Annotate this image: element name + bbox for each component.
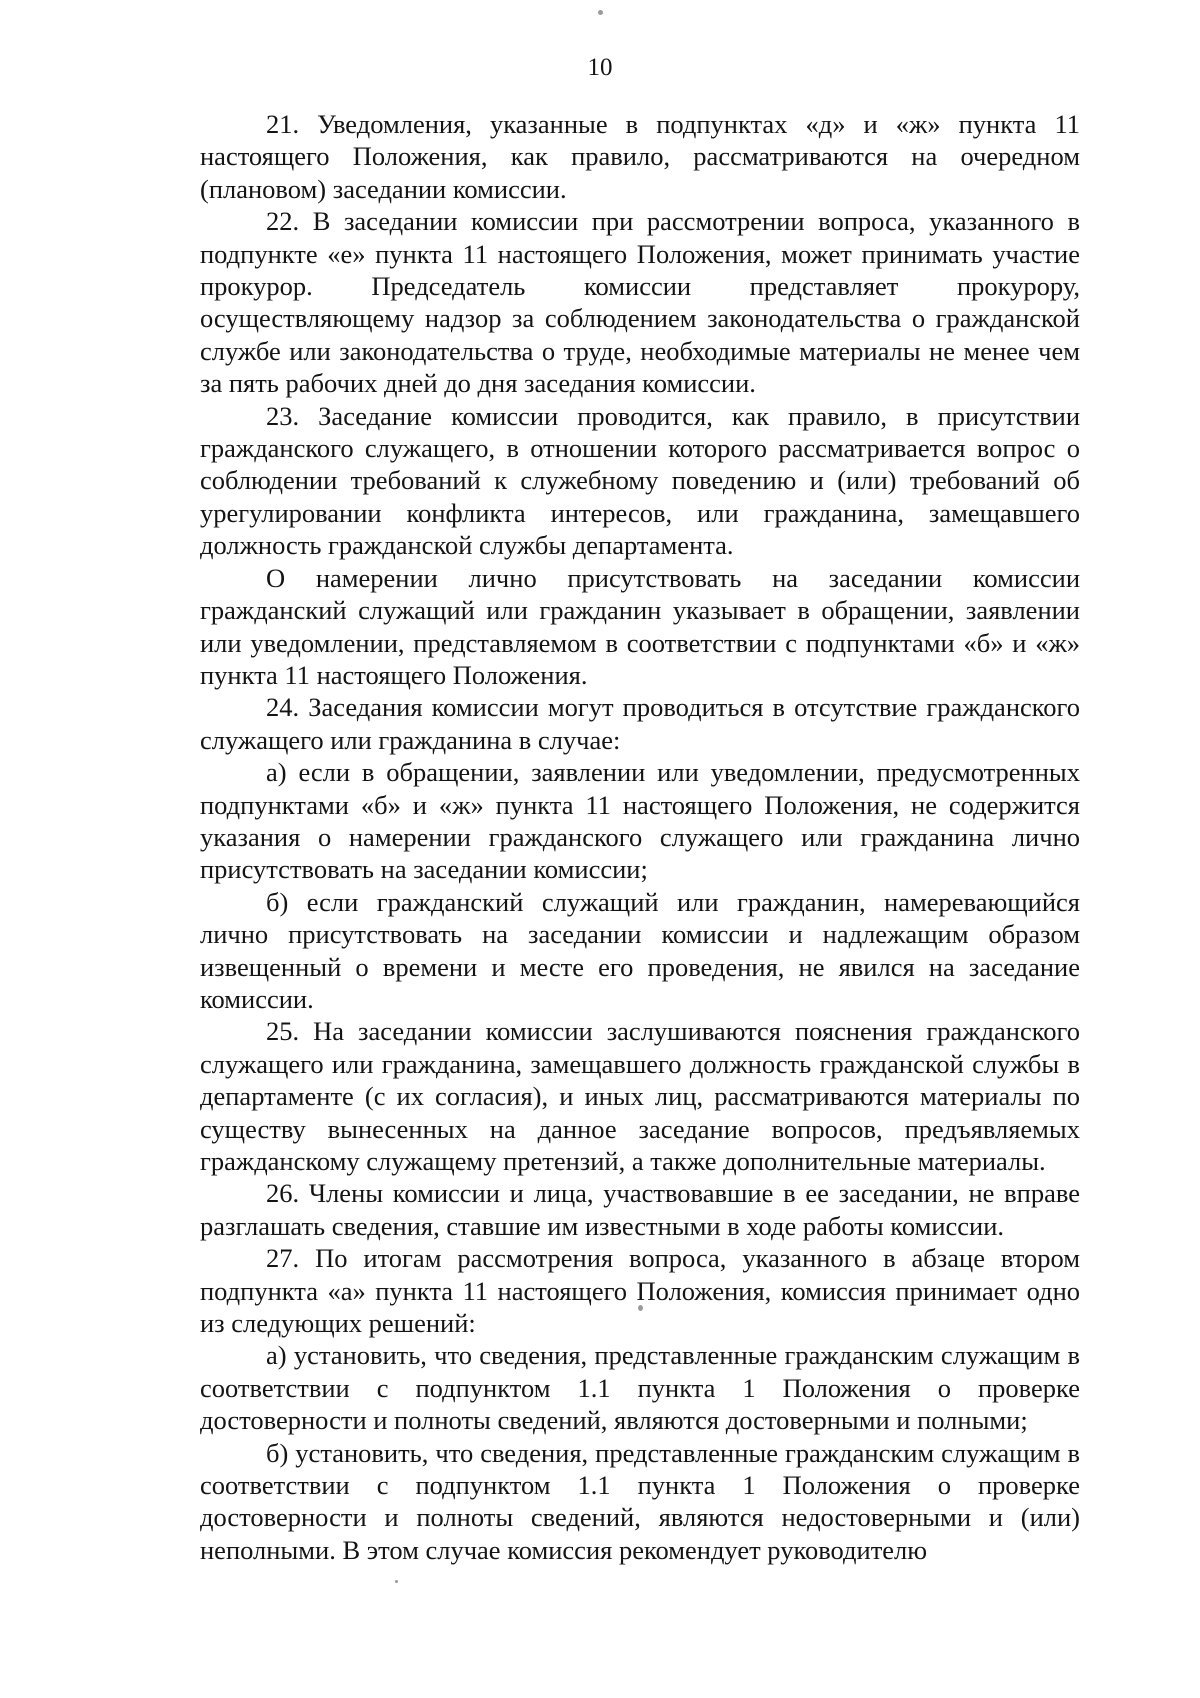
paragraph-25: 25. На заседании комиссии заслушиваются пояснения гражданского служащего или гражданина, замещавшего должность гражданской службы в департаменте (с их согласия), и иных лиц, рассматриваются материалы по существу вынесенных на данное заседание вопросов, предъявляемых гражданскому служащему претензий, а также дополнительные материалы.	[200, 1016, 1080, 1176]
paragraph-27-a: а) установить, что сведения, представленные гражданским служащим в соответствии с подпунктом 1.1 пункта 1 Положения о проверке достоверности и полноты сведений, являются достоверными и полными;	[200, 1340, 1080, 1436]
paragraph-27-b: б) установить, что сведения, представленные гражданским служащим в соответствии с подпунктом 1.1 пункта 1 Положения о проверке достоверности и полноты сведений, являются недостоверными и (или) неполными. В этом случае комиссия рекомендует руководителю	[200, 1437, 1080, 1565]
page-number: 10	[587, 54, 613, 81]
scan-speck	[598, 10, 603, 15]
paragraph-24-b: б) если гражданский служащий или гражданин, намеревающийся лично присутствовать на заседании комиссии и надлежащим образом извещенный о времени и месте его проведения, не явился на заседание комиссии.	[200, 886, 1080, 1014]
paragraph-23: 23. Заседание комиссии проводится, как правило, в присутствии гражданского служащего, в отношении которого рассматривается вопрос о соблюдении требований к служебному поведению и (или) требований об урегулировании конфликта интересов, или гражданина, замещавшего должность гражданской службы департамента.	[200, 400, 1080, 561]
scan-speck	[395, 1580, 398, 1583]
paragraph-23-intent: О намерении лично присутствовать на заседании комиссии гражданский служащий или гражданин указывает в обращении, заявлении или уведомлении, представляемом в соответствии с подпунктами «б» и «ж» пункта 11 настоящего Положения.	[200, 562, 1080, 690]
paragraph-24-a: а) если в обращении, заявлении или уведомлении, предусмотренных подпунктами «б» и «ж» пункта 11 настоящего Положения, не содержится указания о намерении гражданского служащего или гражданина лично присутствовать на заседании комиссии;	[200, 757, 1080, 885]
paragraph-22: 22. В заседании комиссии при рассмотрении вопроса, указанного в подпункте «е» пункта 11 настоящего Положения, может принимать участие прокурор. Председатель комиссии представляет прокурору, осуществляющему надзор за соблюдением законодательства о гражданской службе или законодательства о труде, необходимые материалы не менее чем за пять рабочих дней до дня заседания комиссии.	[200, 206, 1080, 399]
paragraph-27: 27. По итогам рассмотрения вопроса, указанного в абзаце втором подпункта «а» пункта 11 настоящего Положения, комиссия принимает одно из следующих решений:	[200, 1243, 1080, 1339]
paragraph-26: 26. Члены комиссии и лица, участвовавшие в ее заседании, не вправе разглашать сведения, ставшие им известными в ходе работы комиссии.	[200, 1178, 1080, 1241]
paragraph-24: 24. Заседания комиссии могут проводиться в отсутствие гражданского служащего или гражданина в случае:	[200, 692, 1080, 755]
document-body	[200, 108, 1080, 1566]
paragraph-21: 21. Уведомления, указанные в подпунктах «д» и «ж» пункта 11 настоящего Положения, как правило, рассматриваются на очередном (плановом) заседании комиссии.	[200, 109, 1080, 204]
